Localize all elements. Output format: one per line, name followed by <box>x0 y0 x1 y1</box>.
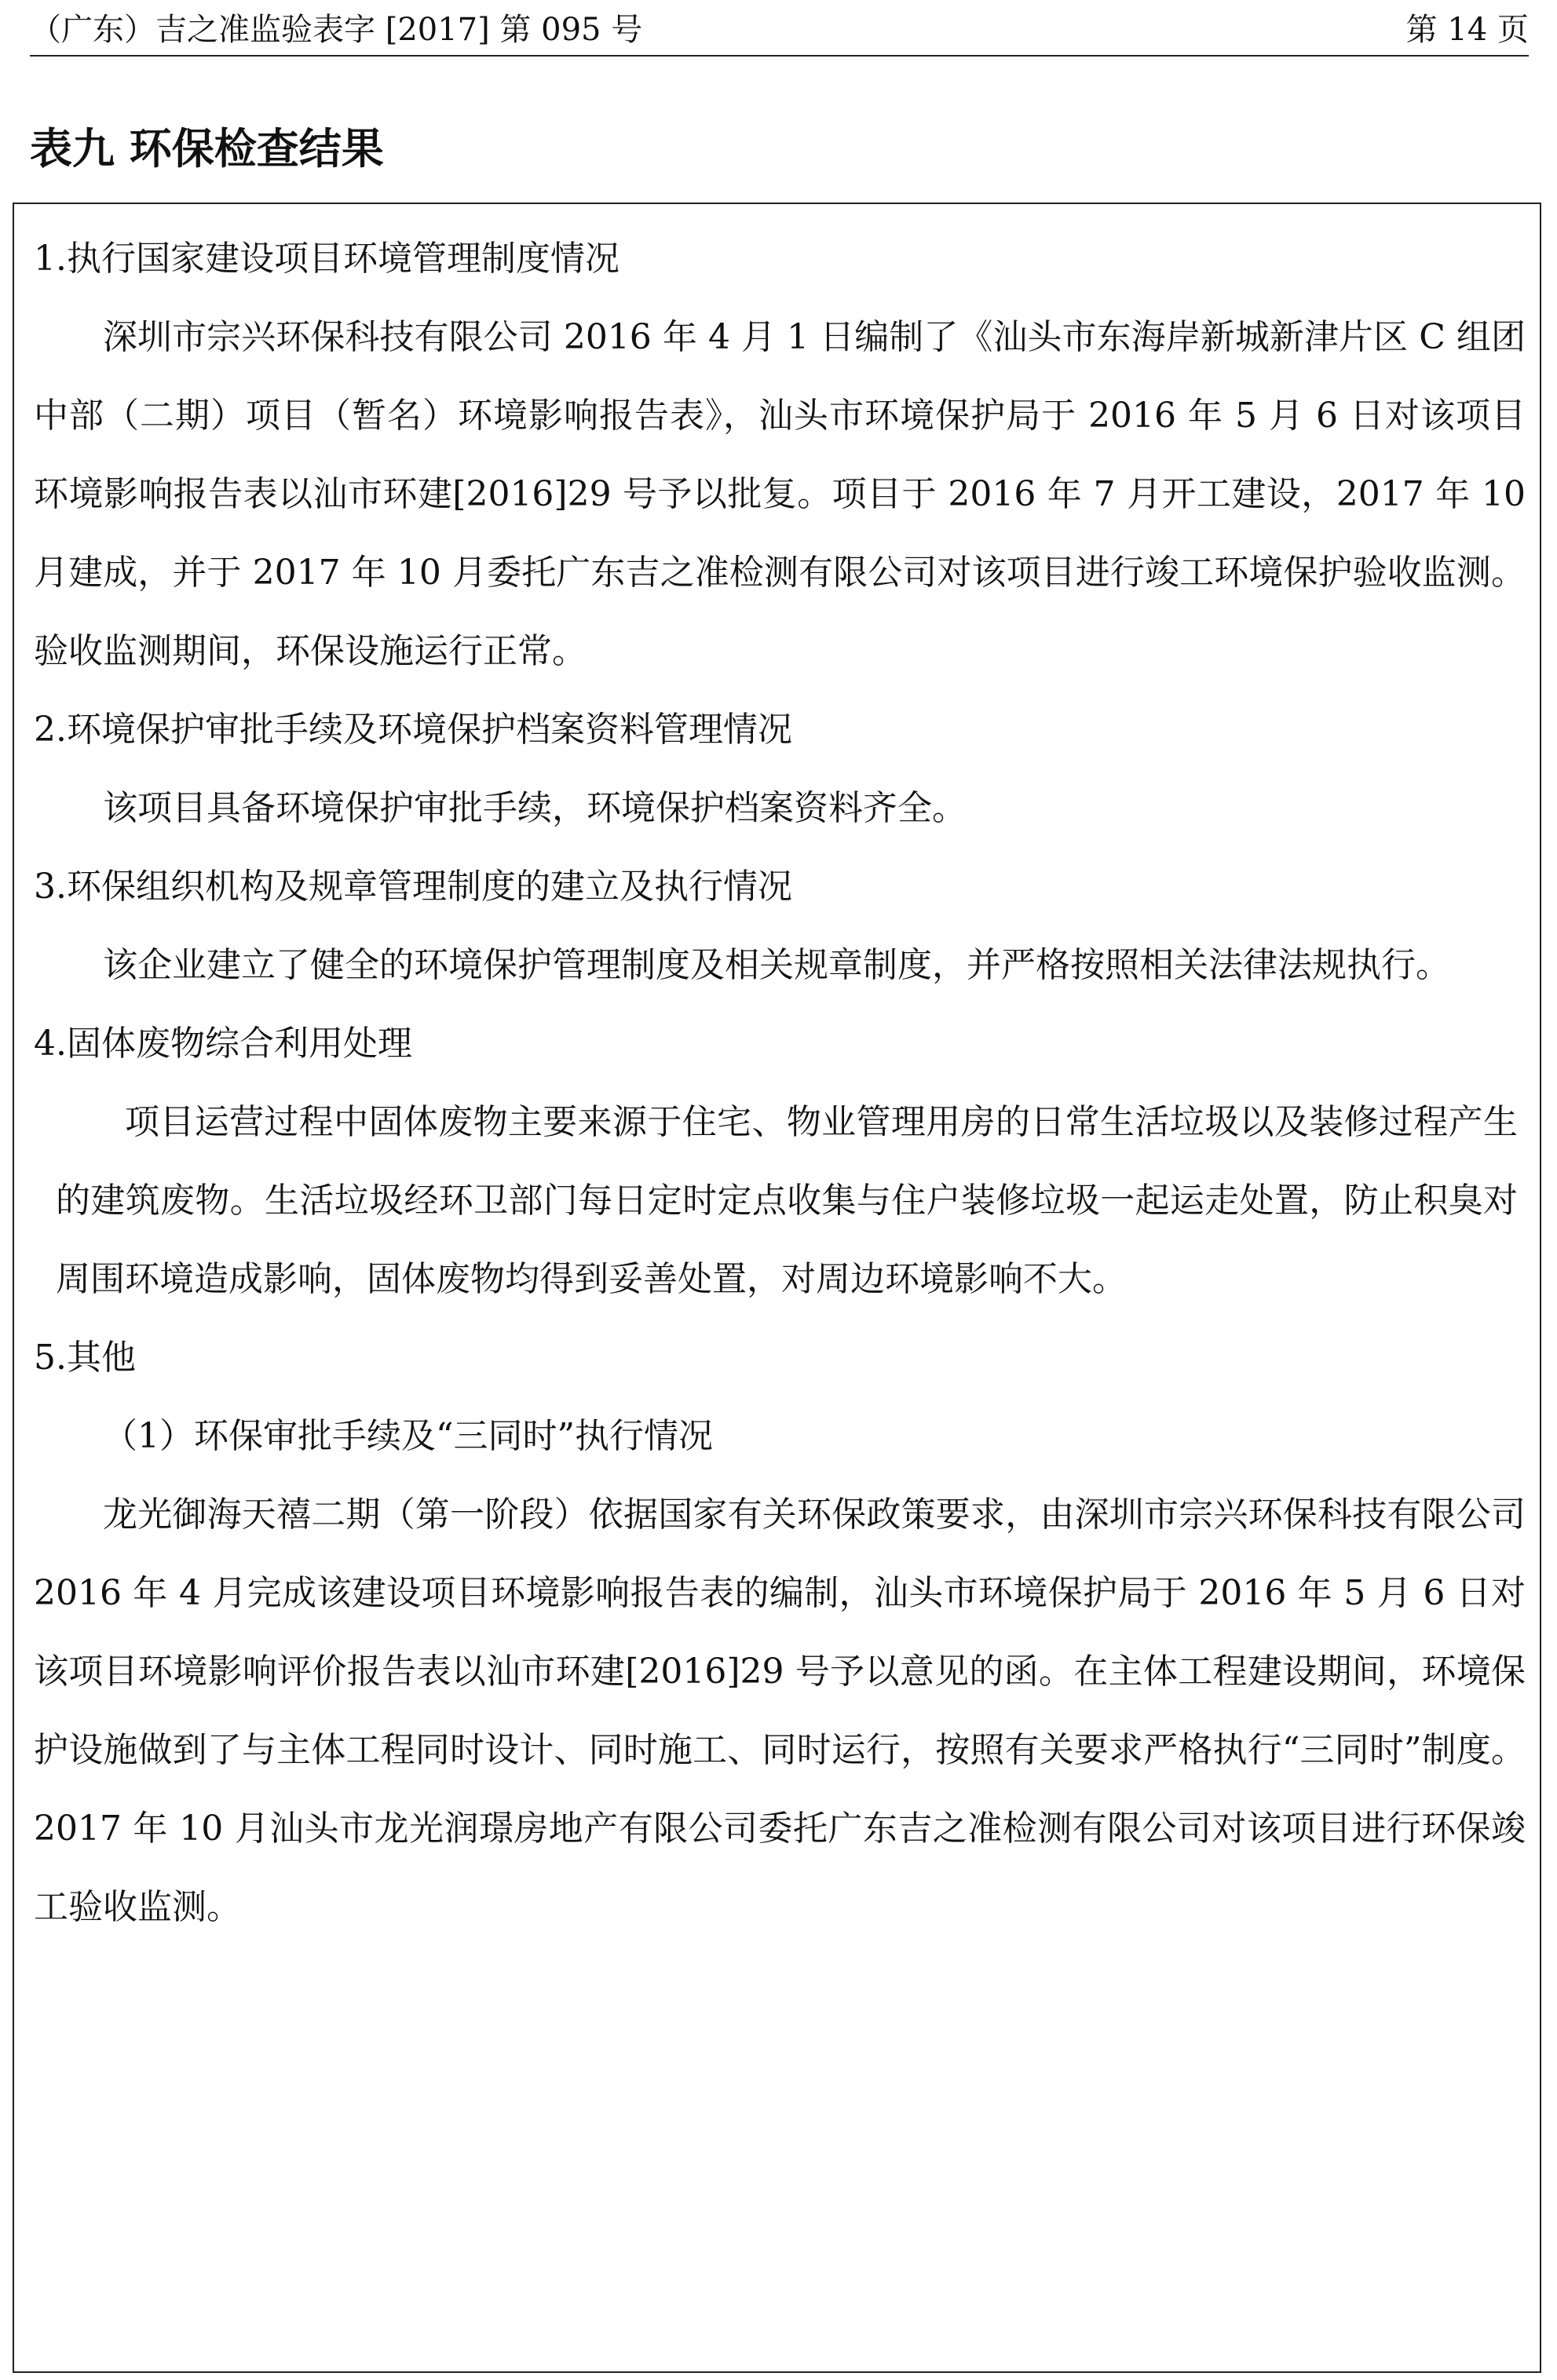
section-3-heading: 3.环保组织机构及规章管理制度的建立及执行情况 <box>34 867 792 907</box>
section-3-paragraph: 该企业建立了健全的环境保护管理制度及相关规章制度，并严格按照相关法律法规执行。 <box>103 945 1450 985</box>
results-content <box>34 220 1526 1947</box>
page-number: 第 14 页 <box>1405 12 1529 48</box>
results-table-cell <box>13 203 1541 2373</box>
document-number: （广东）吉之准监验表字 [2017] 第 095 号 <box>30 12 643 48</box>
page-header <box>30 8 1529 57</box>
section-2-heading: 2.环境保护审批手续及环境保护档案资料管理情况 <box>34 710 792 750</box>
section-1-heading: 1.执行国家建设项目环境管理制度情况 <box>34 239 620 279</box>
section-2-paragraph: 该项目具备环境保护审批手续，环境保护档案资料齐全。 <box>103 788 967 828</box>
section-5-subheading: （1）环保审批手续及“三同时”执行情况 <box>103 1416 713 1456</box>
section-5-heading: 5.其他 <box>34 1338 136 1378</box>
section-1-paragraph: 深圳市宗兴环保科技有限公司 2016 年 4 月 1 日编制了《汕头市东海岸新城新津片区 C 组团中部（二期）项目（暂名）环境影响报告表》，汕头市环境保护局于 2016 年 5 月 6 日对该项目环境影响报告表以汕市环建[2016]29 号予以批复。项目于 2016 年 7 月开工建设，2017 年 10 月建成，并于 2017 年 10 月委托广东吉之准检测有限公司对该项目进行竣工环境保护验收监测。验收监测期间，环保设施运行正常。 <box>34 317 1526 671</box>
section-5-paragraph: 龙光御海天禧二期（第一阶段）依据国家有关环保政策要求，由深圳市宗兴环保科技有限公司 2016 年 4 月完成该建设项目环境影响报告表的编制，汕头市环境保护局于 2016 年 5 月 6 日对该项目环境影响评价报告表以汕市环建[2016]29 号予以意见的函。在主体工程建设期间，环境保护设施做到了与主体工程同时设计、同时施工、同时运行，按照有关要求严格执行“三同时”制度。2017 年 10 月汕头市龙光润璟房地产有限公司委托广东吉之准检测有限公司对该项目进行环保竣工验收监测。 <box>34 1495 1526 1927</box>
section-4-paragraph: 项目运营过程中固体废物主要来源于住宅、物业管理用房的日常生活垃圾以及装修过程产生的建筑废物。生活垃圾经环卫部门每日定时定点收集与住户装修垃圾一起运走处置，防止积臭对周围环境造成影响，固体废物均得到妥善处置，对周边环境影响不大。 <box>56 1102 1518 1299</box>
section-4-heading: 4.固体废物综合利用处理 <box>34 1024 412 1064</box>
section-title: 表九 环保检查结果 <box>30 124 384 173</box>
